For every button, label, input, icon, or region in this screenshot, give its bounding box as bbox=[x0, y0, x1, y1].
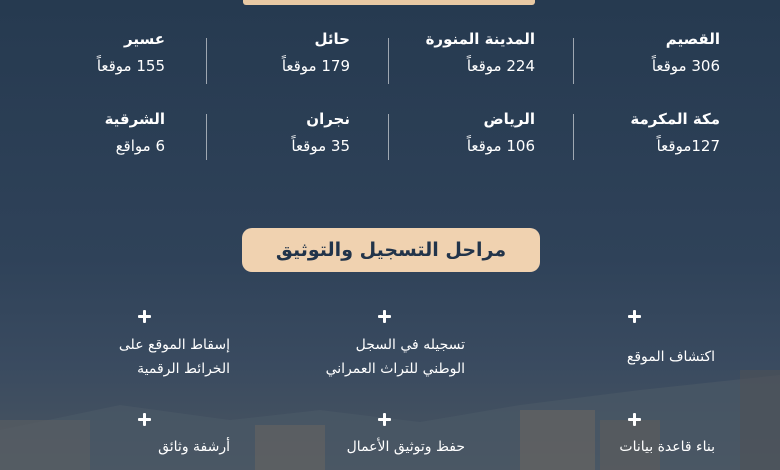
step-item bbox=[30, 333, 230, 381]
region-card bbox=[570, 108, 720, 164]
step-line1: بناء قاعدة بيانات bbox=[619, 439, 715, 455]
region-name: الشرقية bbox=[104, 110, 165, 128]
region-card bbox=[200, 28, 350, 84]
plus-icon bbox=[628, 413, 641, 426]
step-line1: تسجيله في السجل bbox=[355, 337, 465, 353]
step-item bbox=[265, 435, 465, 459]
region-name: مكة المكرمة bbox=[630, 110, 720, 128]
step-line2: الخرائط الرقمية bbox=[137, 361, 230, 377]
step-item bbox=[515, 435, 715, 459]
plus-icon bbox=[378, 413, 391, 426]
region-count: 6 مواقع bbox=[115, 137, 165, 155]
region-card bbox=[15, 108, 165, 164]
step-item bbox=[265, 333, 465, 381]
region-name: عسير bbox=[124, 30, 165, 48]
region-count: 127موقعاً bbox=[656, 137, 720, 155]
divider bbox=[573, 38, 574, 84]
divider bbox=[206, 38, 207, 84]
step-line1: حفظ وتوثيق الأعمال bbox=[346, 439, 465, 455]
plus-icon bbox=[378, 310, 391, 323]
region-count: 224 موقعاً bbox=[466, 57, 535, 75]
steps-list bbox=[60, 305, 720, 470]
plus-icon bbox=[138, 413, 151, 426]
regions-grid bbox=[60, 28, 720, 168]
region-card bbox=[15, 28, 165, 84]
divider bbox=[573, 114, 574, 160]
step-item bbox=[30, 435, 230, 459]
step-line1: أرشفة وثائق bbox=[158, 439, 230, 455]
plus-icon bbox=[628, 310, 641, 323]
plus-icon bbox=[138, 310, 151, 323]
region-count: 306 موقعاً bbox=[651, 57, 720, 75]
region-count: 179 موقعاً bbox=[281, 57, 350, 75]
section-title: مراحل التسجيل والتوثيق bbox=[242, 228, 540, 272]
region-name: نجران bbox=[306, 110, 350, 128]
step-item bbox=[515, 345, 715, 369]
region-name: حائل bbox=[314, 30, 350, 48]
region-count: 155 موقعاً bbox=[96, 57, 165, 75]
region-card bbox=[570, 28, 720, 84]
region-card bbox=[385, 28, 535, 84]
region-name: الرياض bbox=[483, 110, 535, 128]
top-accent-bar bbox=[243, 0, 535, 5]
region-count: 35 موقعاً bbox=[291, 137, 350, 155]
step-line2: الوطني للتراث العمراني bbox=[325, 361, 465, 377]
region-count: 106 موقعاً bbox=[466, 137, 535, 155]
region-card bbox=[385, 108, 535, 164]
region-name: المدينة المنورة bbox=[425, 30, 535, 48]
divider bbox=[206, 114, 207, 160]
step-line1: إسقاط الموقع على bbox=[118, 337, 230, 353]
region-name: القصيم bbox=[665, 30, 720, 48]
divider bbox=[388, 38, 389, 84]
step-line1: اكتشاف الموقع bbox=[626, 349, 715, 365]
region-card bbox=[200, 108, 350, 164]
divider bbox=[388, 114, 389, 160]
